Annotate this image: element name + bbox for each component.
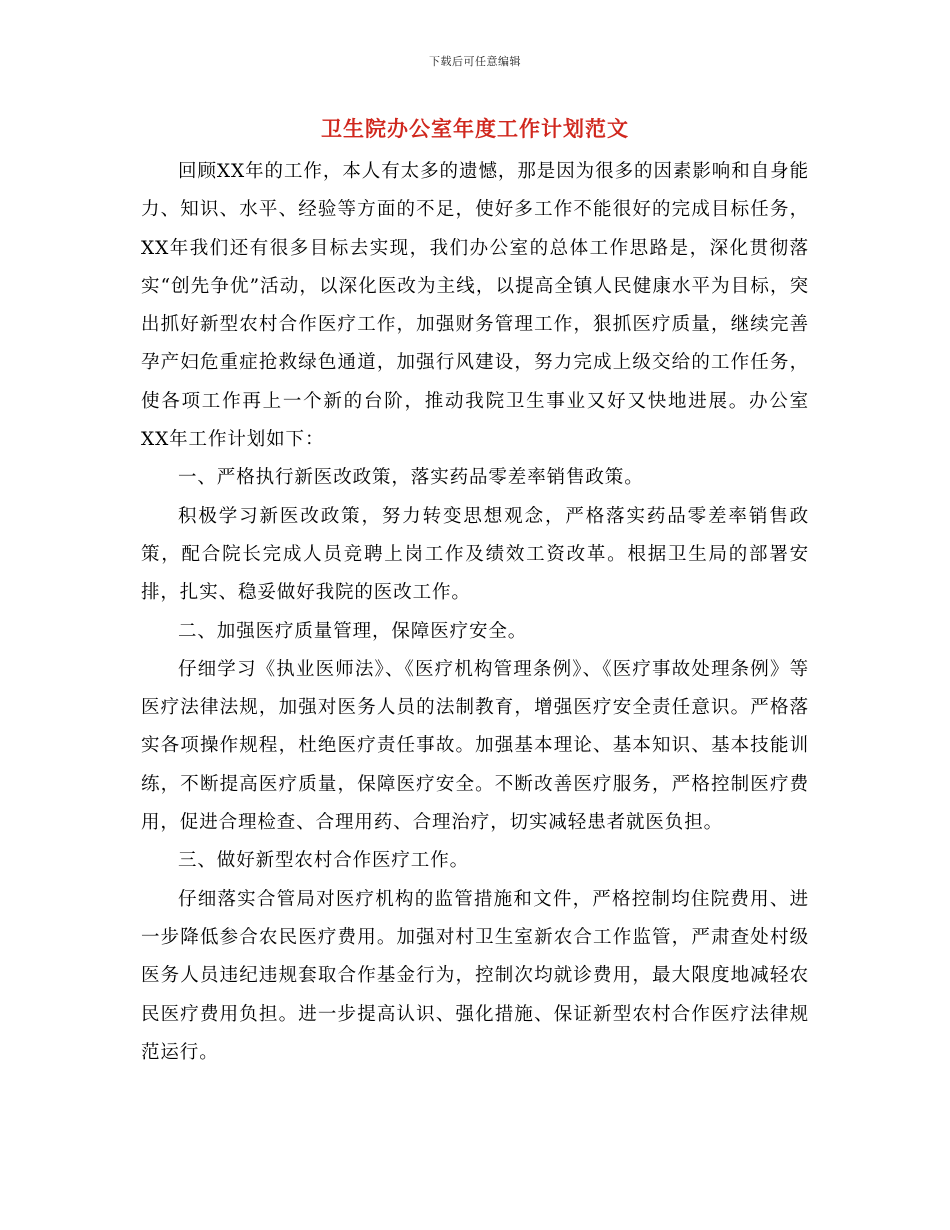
document-body [141,153,809,1072]
header-note: 下载后可任意编辑 [429,55,521,68]
section-paragraph-2: 仔细学习《执业医师法》、《医疗机构管理条例》、《医疗事故处理条例》等医疗法律法规，加强对医务人员的法制教育，增强医疗安全责任意识。严格落实各项操作规程，杜绝医疗责任事故。加强基本理论、基本知识、基本技能训练，不断提高医疗质量，保障医疗安全。不断改善医疗服务，严格控制医疗费用，促进合理检查、合理用药、合理治疗，切实减轻患者就医负担。 [141,658,809,834]
section-paragraph-3: 仔细落实合管局对医疗机构的监管措施和文件，严格控制均住院费用、进一步降低参合农民医疗费用。加强对村卫生室新农合工作监管，严肃查处村级医务人员违纪违规套取合作基金行为，控制次均就诊费用，最大限度地减轻农民医疗费用负担。进一步提高认识、强化措施、保证新型农村合作医疗法律规范运行。 [141,888,809,1063]
section-heading-1: 一、严格执行新医改政策，落实药品零差率销售政策。 [178,467,644,489]
section-paragraph-1: 积极学习新医改政策，努力转变思想观念，严格落实药品零差率销售政策，配合院长完成人员竞聘上岗工作及绩效工资改革。根据卫生局的部署安排，扎实、稳妥做好我院的医改工作。 [141,505,809,604]
document-title: 卫生院办公室年度工作计划范文 [321,116,629,141]
section-heading-2: 二、加强医疗质量管理，保障医疗安全。 [178,620,528,642]
section-heading-3: 三、做好新型农村合作医疗工作。 [178,850,470,872]
intro-paragraph: 回顾XX年的工作，本人有太多的遗憾，那是因为很多的因素影响和自身能力、知识、水平、经验等方面的不足，使好多工作不能很好的完成目标任务，XX年我们还有很多目标去实现，我们办公室的总体工作思路是，深化贯彻落实“创先争优”活动，以深化医改为主线，以提高全镇人民健康水平为目标，突出抓好新型农村合作医疗工作，加强财务管理工作，狠抓医疗质量，继续完善孕产妇危重症抢救绿色通道，加强行风建设，努力完成上级交给的工作任务，使各项工作再上一个新的台阶，推动我院卫生事业又好又快地进展。办公室XX年工作计划如下： [141,161,809,451]
